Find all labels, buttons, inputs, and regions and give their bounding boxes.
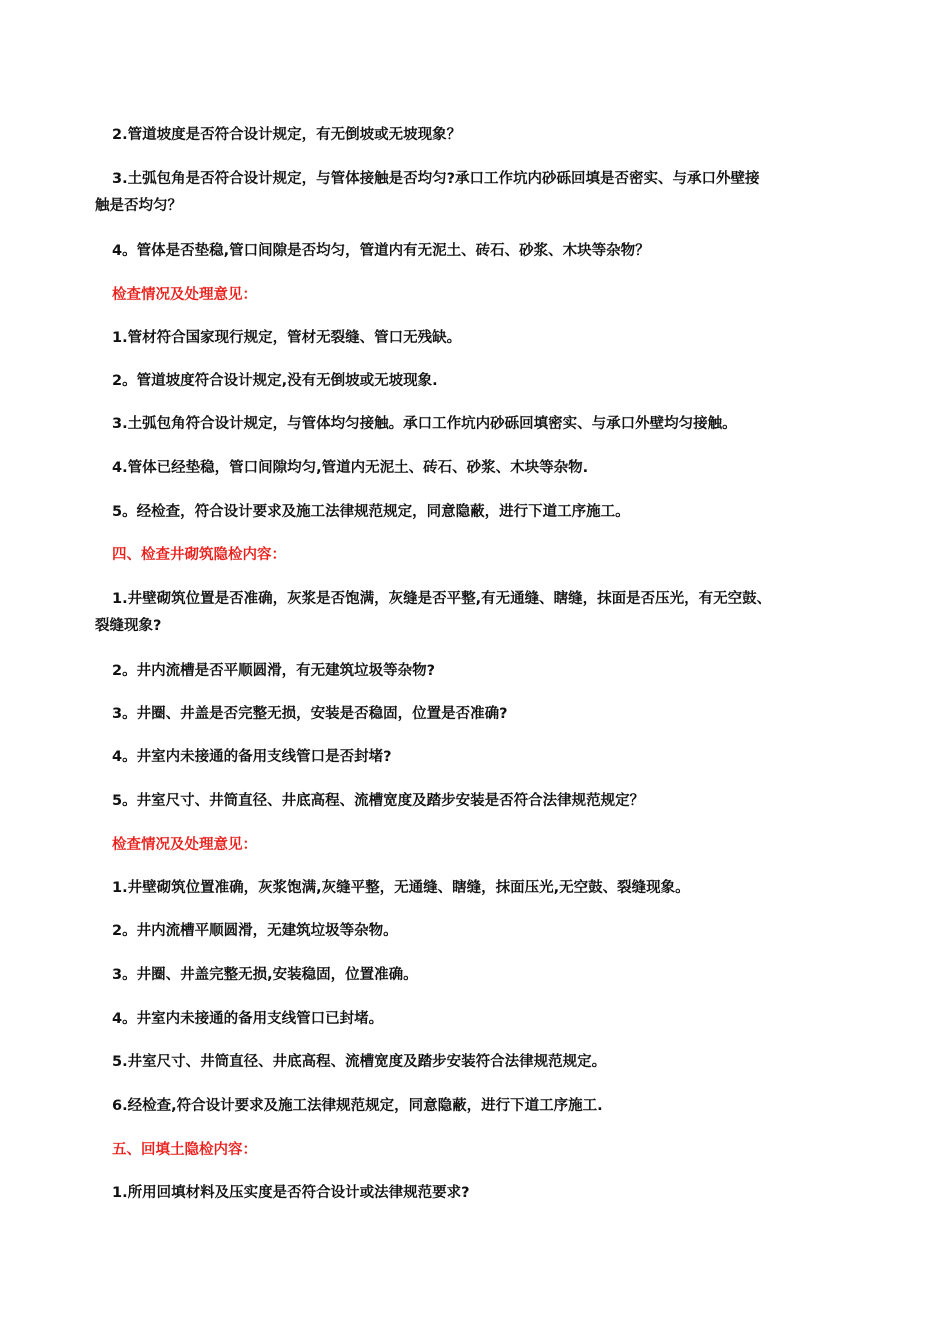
- section-heading-manhole-masonry: 四、检查井砌筑隐检内容：: [112, 547, 286, 563]
- paragraph-line-continued: 裂缝现象?: [95, 618, 162, 634]
- paragraph-line: 3.土弧包角是否符合设计规定，与管体接触是否均匀?承口工作坑内砂砾回填是否密实、与承口外壁接: [112, 171, 760, 187]
- paragraph-well-wall-result: 1.井壁砌筑位置准确，灰浆饱满,灰缝平整，无通缝、瞎缝，抹面压光,无空鼓、裂缝现象。: [112, 880, 690, 896]
- section-heading-backfill: 五、回填土隐检内容：: [112, 1142, 257, 1158]
- paragraph-well-cover-question: 3。井圈、井盖是否完整无损，安装是否稳固，位置是否准确?: [112, 706, 508, 722]
- paragraph-line: 1.井壁砌筑位置是否准确，灰浆是否饱满，灰缝是否平整,有无通缝、瞎缝，抹面是否压光，有无空鼓、: [112, 591, 772, 607]
- section-heading-inspection-result: 检查情况及处理意见：: [112, 287, 257, 303]
- paragraph-backfill-question: 1.所用回填材料及压实度是否符合设计或法律规范要求?: [112, 1185, 470, 1201]
- paragraph-branch-pipe-question: 4。井室内未接通的备用支线管口是否封堵?: [112, 749, 392, 765]
- paragraph-pipe-bedding-result: 4.管体已经垫稳，管口间隙均匀,管道内无泥土、砖石、砂浆、木块等杂物.: [112, 460, 589, 476]
- paragraph-conclusion-2: 6.经检查,符合设计要求及施工法律规范规定，同意隐蔽，进行下道工序施工.: [112, 1098, 603, 1114]
- paragraph-well-size-result: 5.井室尺寸、井筒直径、井底高程、流槽宽度及踏步安装符合法律规范规定。: [112, 1054, 607, 1070]
- paragraph-line-continued: 触是否均匀？: [95, 198, 182, 214]
- paragraph-soil-arc-question: [95, 166, 882, 220]
- paragraph-well-size-question: 5。井室尺寸、井筒直径、井底高程、流槽宽度及踏步安装是否符合法律规范规定？: [112, 793, 645, 809]
- paragraph-flow-channel-result: 2。井内流槽平顺圆滑，无建筑垃圾等杂物。: [112, 923, 398, 939]
- paragraph-branch-pipe-result: 4。井室内未接通的备用支线管口已封堵。: [112, 1011, 384, 1027]
- paragraph-pipe-bedding-question: 4。管体是否垫稳,管口间隙是否均匀，管道内有无泥土、砖石、砂浆、木块等杂物？: [112, 243, 650, 259]
- paragraph-soil-arc-result: 3.土弧包角符合设计规定，与管体均匀接触。承口工作坑内砂砾回填密实、与承口外壁均匀接触。: [112, 416, 737, 432]
- paragraph-pipe-slope-result: 2。管道坡度符合设计规定,没有无倒坡或无坡现象.: [112, 373, 438, 389]
- paragraph-flow-channel-question: 2。井内流槽是否平顺圆滑，有无建筑垃圾等杂物?: [112, 663, 435, 679]
- section-heading-inspection-result-2: 检查情况及处理意见：: [112, 837, 257, 853]
- paragraph-pipe-material-result: 1.管材符合国家现行规定，管材无裂缝、管口无残缺。: [112, 330, 462, 346]
- paragraph-pipe-slope-question: 2.管道坡度是否符合设计规定，有无倒坡或无坡现象？: [112, 127, 462, 143]
- paragraph-well-cover-result: 3。井圈、井盖完整无损,安装稳固，位置准确。: [112, 967, 418, 983]
- paragraph-well-wall-question: [95, 586, 882, 640]
- paragraph-conclusion-1: 5。经检查，符合设计要求及施工法律规范规定，同意隐蔽，进行下道工序施工。: [112, 504, 630, 520]
